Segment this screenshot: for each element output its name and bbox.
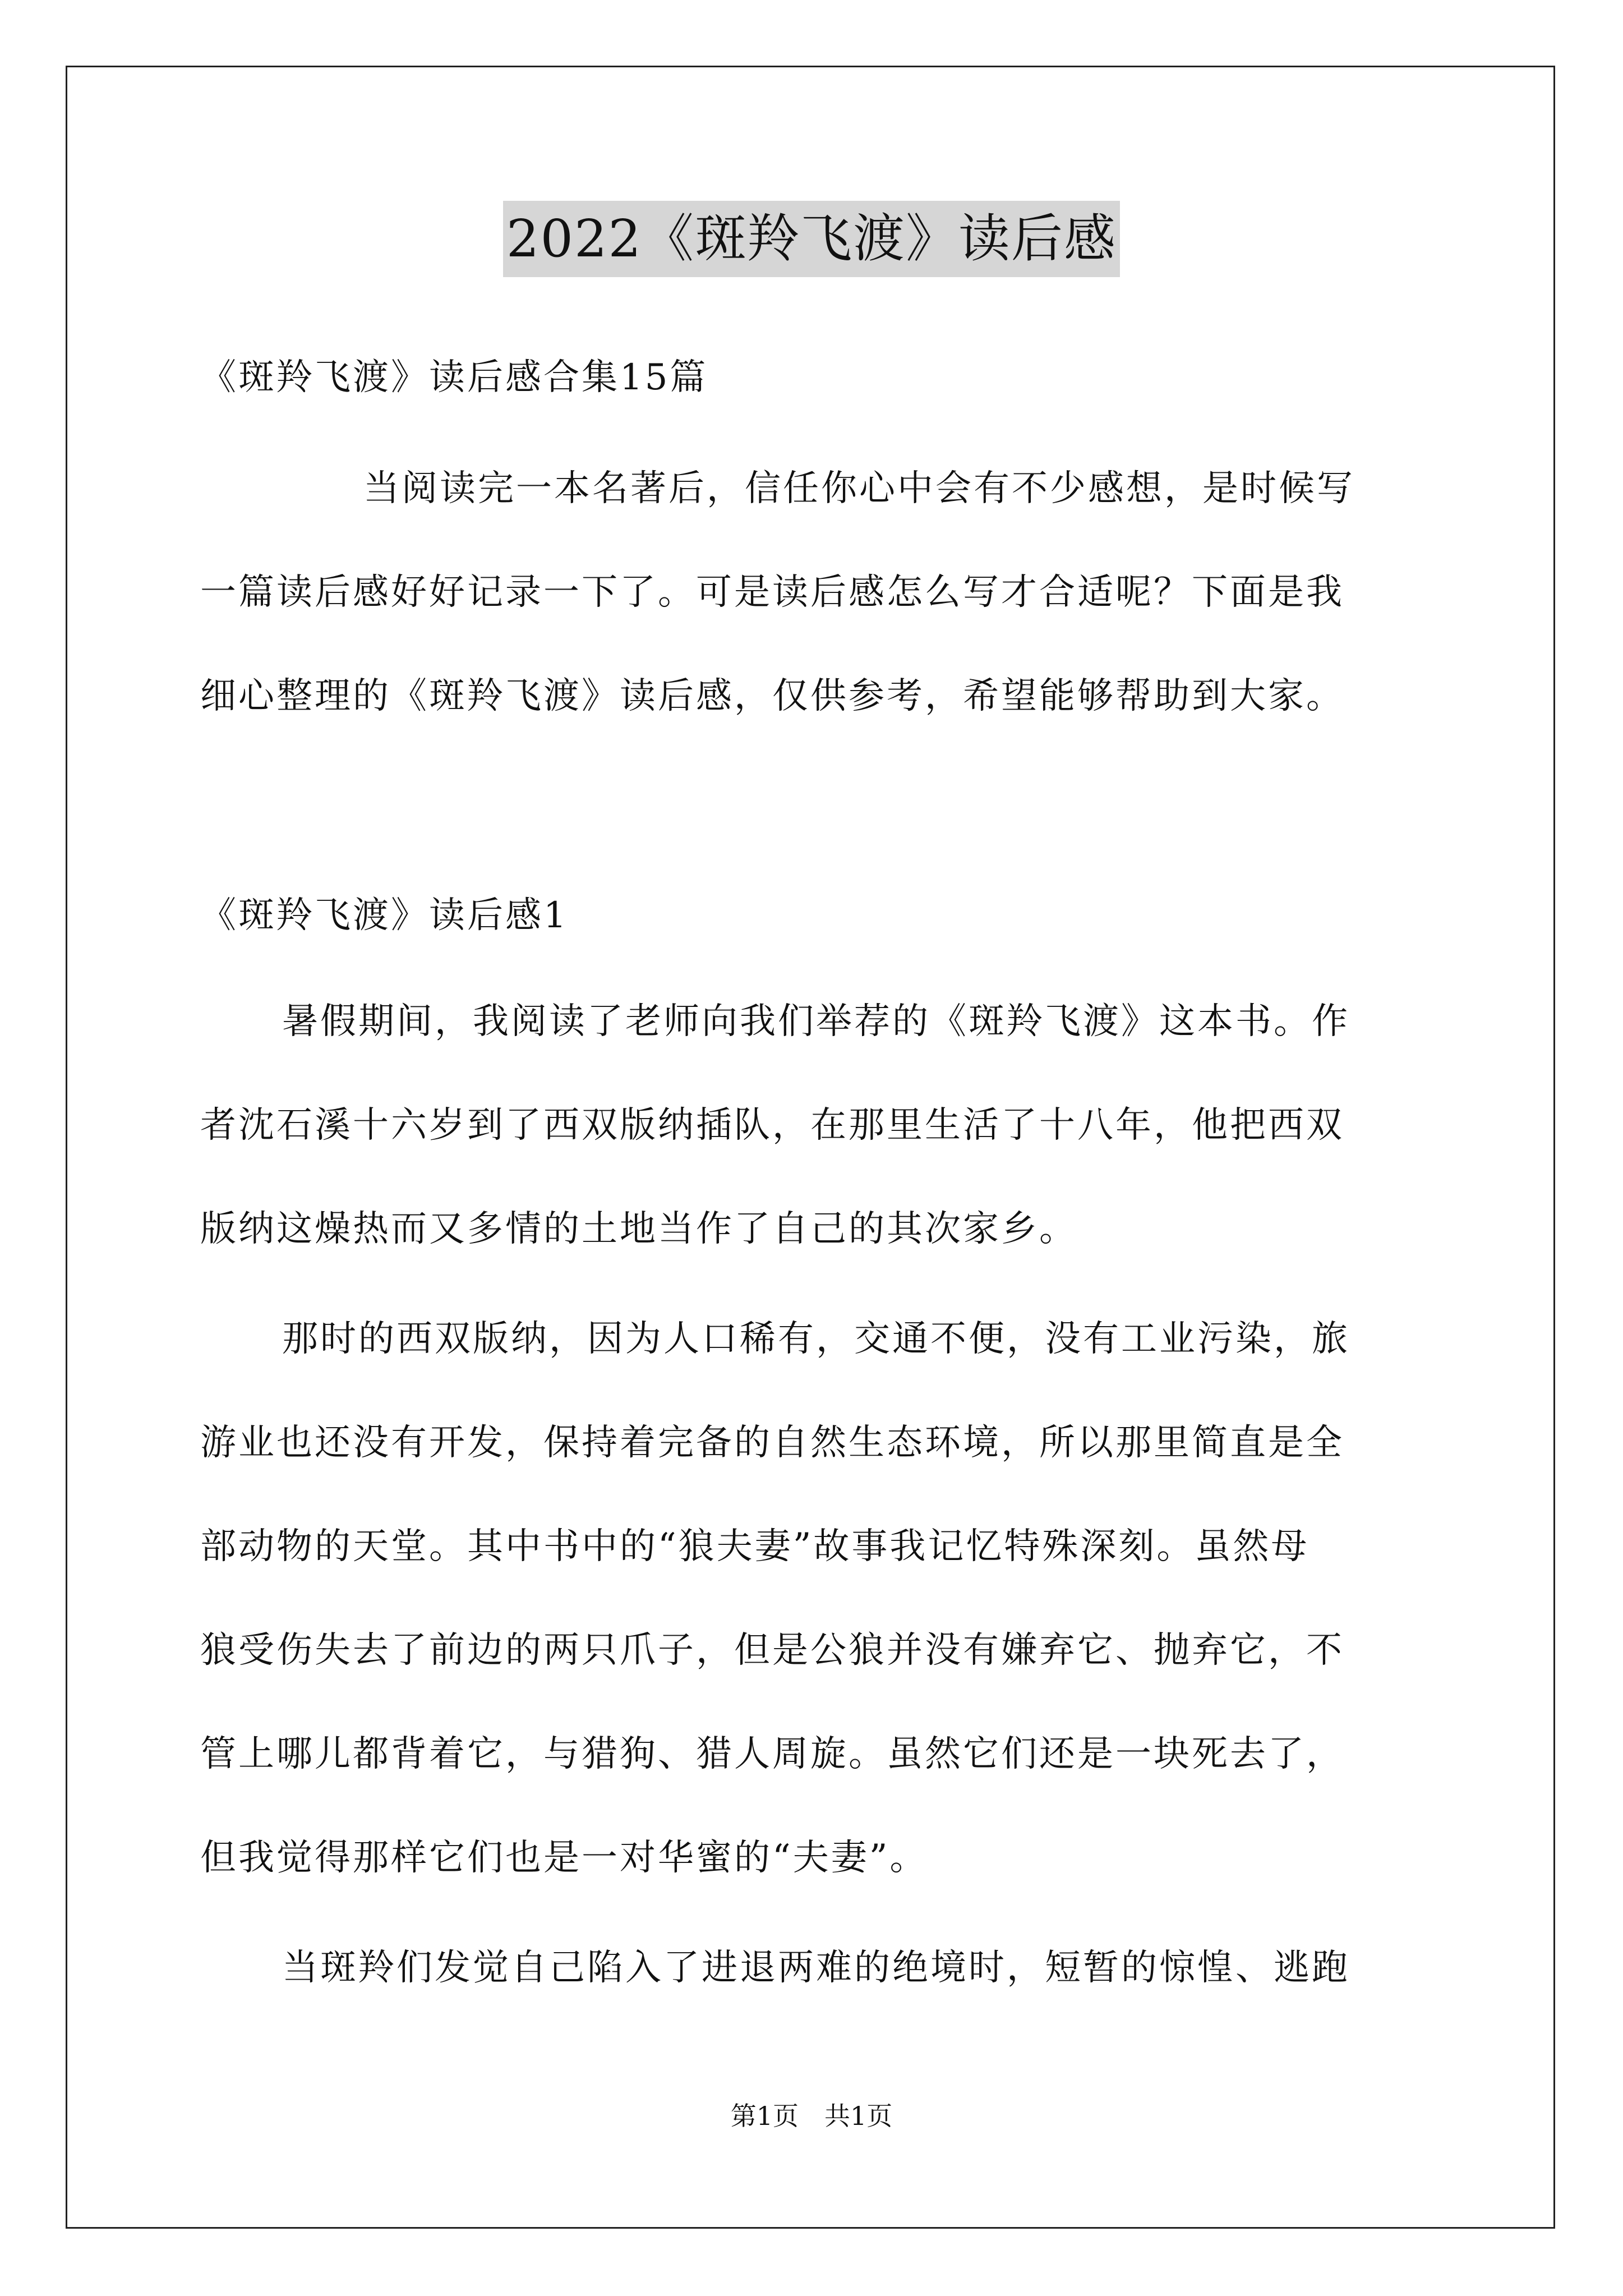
paragraph-line: 者沈石溪十六岁到了西双版纳插队，在那里生活了十八年，他把西双 xyxy=(200,1105,1344,1146)
paragraph-line: 但我觉得那样它们也是一对华蜜的“夫妻”。 xyxy=(200,1837,928,1879)
paragraph-line: 部动物的天堂。其中书中的“狼夫妻”故事我记忆特殊深刻。虽然母 xyxy=(200,1526,1310,1567)
intro-line: 当阅读完一本名著后，信任你心中会有不少感想，是时候写 xyxy=(363,468,1355,509)
intro-line: 细心整理的《斑羚飞渡》读后感，仅供参考，希望能够帮助到大家。 xyxy=(200,675,1344,717)
paragraph-line: 狼受伤失去了前边的两只爪子，但是公狼并没有嫌弃它、抛弃它，不 xyxy=(200,1630,1344,1671)
intro-line: 一篇读后感好好记录一下了。可是读后感怎么写才合适呢？下面是我 xyxy=(200,572,1344,613)
paragraph-line: 暑假期间，我阅读了老师向我们举荐的《斑羚飞渡》这本书。作 xyxy=(282,1001,1350,1042)
section-heading: 《斑羚飞渡》读后感1 xyxy=(200,895,569,936)
paragraph-line: 管上哪儿都背着它，与猎狗、猎人周旋。虽然它们还是一块死去了， xyxy=(200,1733,1344,1775)
paragraph-line: 游业也还没有开发，保持着完备的自然生态环境，所以那里简直是全 xyxy=(200,1422,1344,1464)
document-title: 2022《斑羚飞渡》读后感 xyxy=(503,201,1120,277)
title-container xyxy=(0,201,1623,277)
paragraph-line: 版纳这燥热而又多情的土地当作了自己的其次家乡。 xyxy=(200,1208,1077,1250)
document-subtitle: 《斑羚飞渡》读后感合集15篇 xyxy=(200,357,708,398)
paragraph-line: 那时的西双版纳，因为人口稀有，交通不便，没有工业污染，旅 xyxy=(282,1318,1350,1360)
page-footer: 第1页 共1页 xyxy=(730,2101,893,2131)
paragraph-line: 当斑羚们发觉自己陷入了进退两难的绝境时，短暂的惊惶、逃跑 xyxy=(282,1947,1350,1989)
